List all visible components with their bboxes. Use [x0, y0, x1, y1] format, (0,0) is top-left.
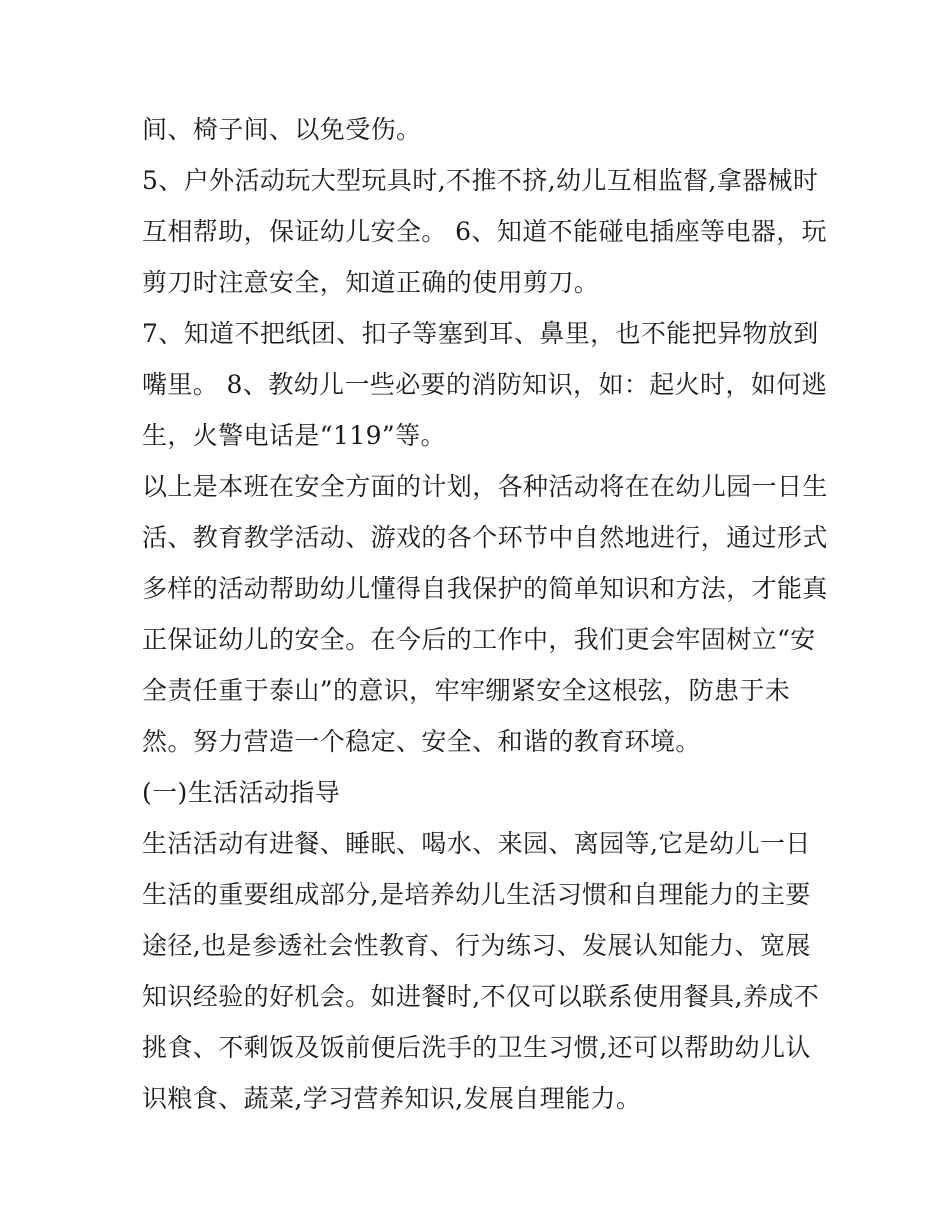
text-line: 活、教育教学活动、游戏的各个环节中自然地进行，通过形式 [142, 523, 828, 552]
text-line: 生，火警电话是“119”等。 [142, 421, 446, 450]
text-line: 识粮食、蔬菜,学习营养知识,发展自理能力。 [142, 1084, 642, 1113]
text-line: 正保证幼儿的安全。在今后的工作中，我们更会牢固树立“安 [142, 625, 816, 654]
text-line: 挑食、不剩饭及饭前便后洗手的卫生习惯,还可以帮助幼儿认 [142, 1033, 811, 1062]
section-heading: (一)生活活动指导 [142, 778, 341, 807]
text-line: 互相帮助，保证幼儿安全。 6、知道不能碰电插座等电器，玩 [142, 217, 828, 246]
text-line: 7、知道不把纸团、扣子等塞到耳、鼻里，也不能把异物放到 [142, 319, 819, 348]
text-line: 剪刀时注意安全，知道正确的使用剪刀。 [142, 268, 600, 297]
text-line: 生活的重要组成部分,是培养幼儿生活习惯和自理能力的主要 [142, 880, 811, 909]
text-line: 5、户外活动玩大型玩具时,不推不挤,幼儿互相监督,拿器械时 [142, 166, 819, 195]
text-line: 以上是本班在安全方面的计划，各种活动将在在幼儿园一日生 [142, 472, 828, 501]
text-line: 间、椅子间、以免受伤。 [142, 115, 422, 144]
text-line: 全责任重于泰山”的意识，牢牢绷紧安全这根弦，防患于未 [142, 676, 791, 705]
document-body [142, 108, 828, 1128]
text-line: 多样的活动帮助幼儿懂得自我保护的简单知识和方法，才能真 [142, 574, 828, 603]
text-line: 途径,也是参透社会性教育、行为练习、发展认知能力、宽展 [142, 931, 811, 960]
text-line: 嘴里。 8、教幼儿一些必要的消防知识，如：起火时，如何逃 [142, 370, 828, 399]
text-line: 然。努力营造一个稳定、安全、和谐的教育环境。 [142, 727, 701, 756]
text-line: 生活活动有进餐、睡眠、喝水、来园、离园等,它是幼儿一日 [142, 829, 811, 858]
text-line: 知识经验的好机会。如进餐时,不仅可以联系使用餐具,养成不 [142, 982, 820, 1011]
